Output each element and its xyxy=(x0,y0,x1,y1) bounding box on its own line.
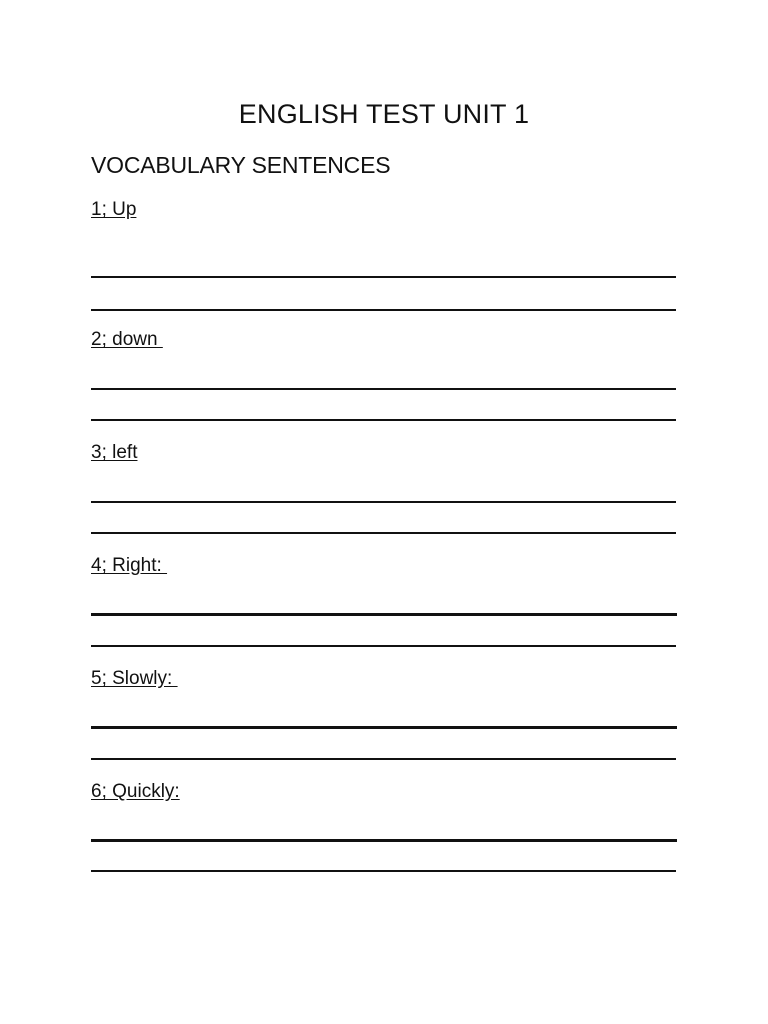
answer-line-4b xyxy=(91,645,676,647)
answer-line-5b xyxy=(91,758,676,760)
question-label-5: 5; Slowly: xyxy=(91,668,178,689)
answer-line-6a xyxy=(91,839,677,842)
answer-line-2b xyxy=(91,419,676,421)
question-label-2: 2; down xyxy=(91,329,163,350)
answer-line-5a xyxy=(91,726,677,729)
question-label-3: 3; left xyxy=(91,442,138,463)
answer-line-3b xyxy=(91,532,676,534)
answer-line-2a xyxy=(91,388,676,390)
answer-line-1a xyxy=(91,276,676,278)
question-label-4: 4; Right: xyxy=(91,555,168,576)
answer-line-4a xyxy=(91,613,677,616)
answer-line-6b xyxy=(91,870,676,872)
answer-line-3a xyxy=(91,501,676,503)
page-title: ENGLISH TEST UNIT 1 xyxy=(238,99,530,129)
section-heading: VOCABULARY SENTENCES xyxy=(91,152,391,178)
answer-line-1b xyxy=(91,309,676,311)
question-label-1: 1; Up xyxy=(91,199,137,220)
question-label-6: 6; Quickly: xyxy=(91,781,180,802)
